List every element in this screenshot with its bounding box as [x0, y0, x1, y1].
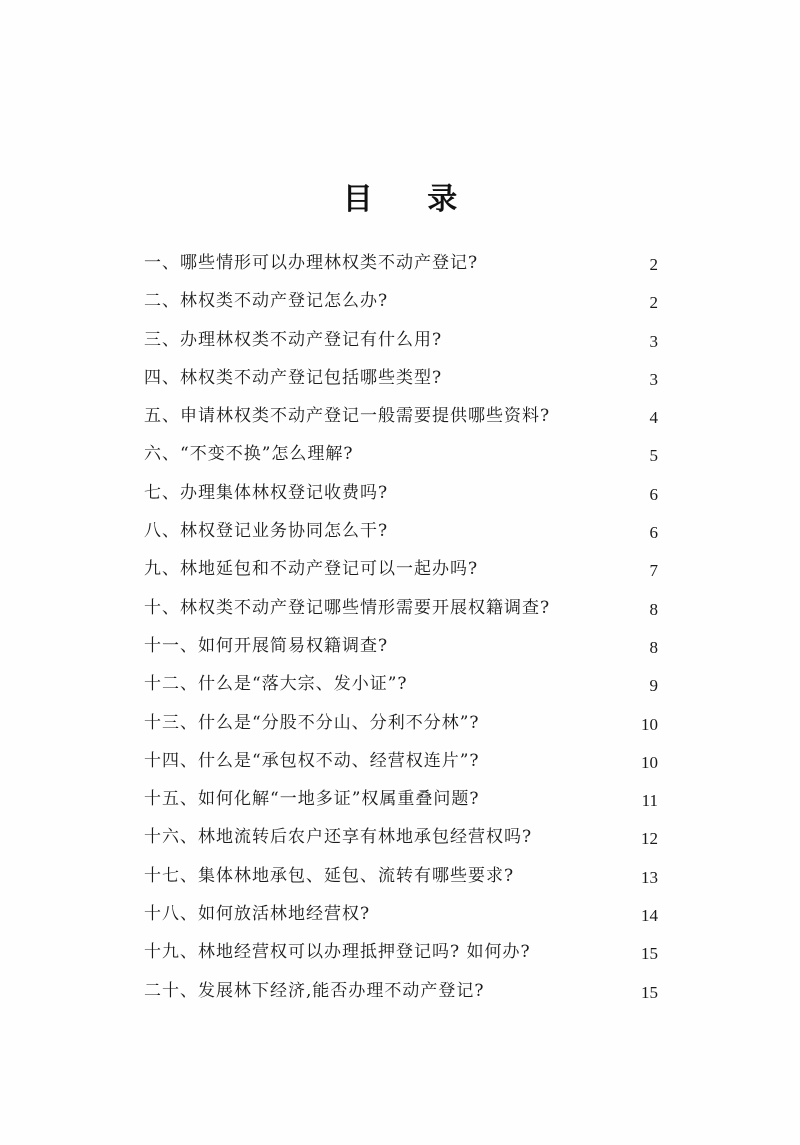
toc-entry-page-number: 8 [649, 599, 658, 619]
toc-entry-title: 十七、集体林地承包、延包、流转有哪些要求? [144, 865, 515, 886]
toc-entry-page-number: 13 [641, 867, 658, 887]
toc-entry [144, 512, 664, 550]
toc-entry-page-number: 15 [641, 982, 658, 1002]
toc-entry [144, 359, 664, 397]
toc-entry [144, 397, 664, 435]
toc-entry [144, 972, 664, 1010]
toc-entry-page-number: 7 [649, 561, 658, 581]
toc-entry-page-number: 3 [649, 369, 658, 389]
toc-entry-page-number: 10 [641, 714, 658, 734]
toc-entry-title: 八、林权登记业务协同怎么干? [144, 521, 389, 542]
toc-entry-page-number: 15 [641, 944, 658, 964]
toc-entry-title: 二十、发展林下经济,能否办理不动产登记? [144, 980, 485, 1001]
toc-entry [144, 665, 664, 703]
table-of-contents [144, 244, 664, 1010]
toc-entry-title: 十、林权类不动产登记哪些情形需要开展权籍调查? [144, 597, 551, 618]
toc-entry-title: 十五、如何化解“一地多证”权属重叠问题? [144, 789, 480, 810]
toc-entry-page-number: 6 [649, 523, 658, 543]
toc-entry [144, 244, 664, 282]
page-title: 目 录 [342, 182, 480, 217]
toc-entry-title: 一、哪些情形可以办理林权类不动产登记? [144, 253, 479, 273]
toc-entry [144, 742, 664, 780]
toc-entry-page-number: 9 [649, 676, 658, 696]
toc-entry-page-number: 10 [641, 752, 658, 772]
toc-entry-title: 十九、林地经营权可以办理抵押登记吗? 如何办? [144, 942, 531, 963]
toc-entry-page-number: 14 [641, 906, 658, 926]
toc-entry-page-number: 2 [649, 255, 658, 274]
toc-entry-title: 十一、如何开展简易权籍调查? [144, 635, 389, 656]
toc-entry-page-number: 11 [641, 791, 658, 811]
toc-entry-page-number: 6 [649, 484, 658, 504]
toc-entry [144, 282, 664, 320]
toc-entry-page-number: 2 [649, 293, 658, 313]
toc-entry-page-number: 4 [649, 408, 658, 428]
toc-entry-title: 七、办理集体林权登记收费吗? [144, 482, 389, 503]
toc-entry [144, 435, 664, 473]
toc-entry-title: 十二、什么是“落大宗、发小证”? [144, 674, 408, 695]
toc-entry [144, 627, 664, 665]
toc-entry-title: 三、办理林权类不动产登记有什么用? [144, 329, 443, 350]
toc-entry [144, 550, 664, 588]
toc-entry [144, 474, 664, 512]
toc-entry [144, 704, 664, 742]
toc-entry [144, 589, 664, 627]
toc-entry-title: 十八、如何放活林地经营权? [144, 904, 371, 925]
toc-entry [144, 933, 664, 971]
toc-entry [144, 780, 664, 818]
toc-entry [144, 321, 664, 359]
toc-entry-page-number: 3 [649, 331, 658, 351]
toc-entry-title: 二、林权类不动产登记怎么办? [144, 291, 389, 312]
toc-entry [144, 818, 664, 856]
toc-entry [144, 857, 664, 895]
toc-entry-title: 十四、什么是“承包权不动、经营权连片”? [144, 750, 480, 771]
toc-entry-title: 九、林地延包和不动产登记可以一起办吗? [144, 559, 479, 580]
toc-entry-title: 五、申请林权类不动产登记一般需要提供哪些资料? [144, 406, 551, 427]
toc-entry-title: 十六、林地流转后农户还享有林地承包经营权吗? [144, 827, 533, 848]
toc-entry-title: 六、“不变不换”怎么理解? [144, 444, 354, 465]
toc-entry-page-number: 8 [649, 637, 658, 657]
toc-entry-page-number: 5 [649, 446, 658, 466]
toc-entry-title: 四、林权类不动产登记包括哪些类型? [144, 367, 443, 388]
toc-entry-page-number: 12 [641, 829, 658, 849]
toc-entry [144, 895, 664, 933]
toc-entry-title: 十三、什么是“分股不分山、分利不分林”? [144, 712, 480, 733]
